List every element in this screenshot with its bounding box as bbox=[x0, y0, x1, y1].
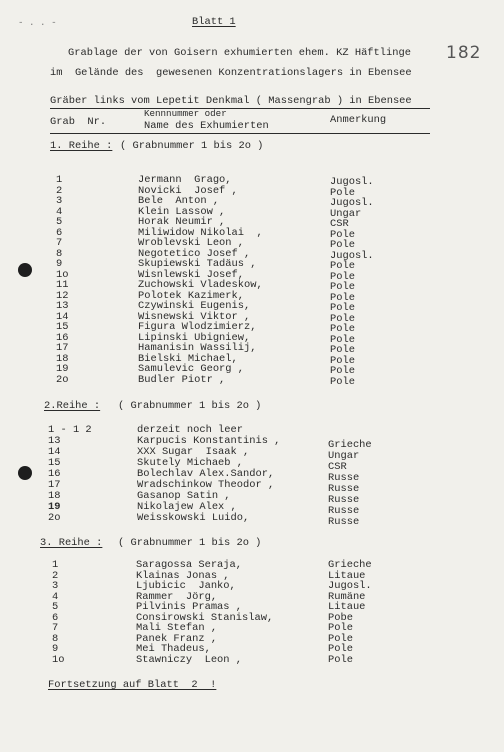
grave-number: 1 - 1 2 bbox=[48, 424, 92, 436]
grave-number: 4 bbox=[52, 590, 59, 603]
column-grave: Grab Nr. bbox=[50, 116, 107, 128]
person-name: Figura Wlodzimierz, bbox=[138, 321, 257, 333]
person-name: Karpucis Konstantinis , bbox=[137, 435, 281, 447]
grave-number: 13 bbox=[48, 435, 61, 447]
person-name: Wroblevski Leon , bbox=[138, 237, 245, 249]
grave-number: 6 bbox=[56, 226, 63, 239]
person-name: Ljubicic Janko, bbox=[136, 580, 236, 592]
remark: Jugosl. bbox=[330, 176, 374, 188]
person-name: Wradschinkow Theodor , bbox=[137, 479, 275, 491]
grave-number: 18 bbox=[56, 352, 69, 365]
person-name: Gasanop Satin , bbox=[137, 490, 231, 502]
grave-number: 2 bbox=[56, 184, 63, 197]
person-name: Hamanisin Wassilij, bbox=[138, 342, 257, 354]
remark: Pole bbox=[330, 312, 355, 325]
grave-number: 19 bbox=[56, 363, 69, 375]
remark: Pole bbox=[328, 622, 353, 634]
remark: Pole bbox=[328, 653, 353, 666]
person-name: Nikolajew Alex , bbox=[137, 501, 237, 513]
person-name: Klainas Jonas , bbox=[136, 569, 230, 582]
grave-number: 11 bbox=[56, 279, 69, 291]
section-1-heading: 1. Reihe : bbox=[50, 140, 113, 152]
section-2-subheading: ( Grabnummer 1 bis 2o ) bbox=[118, 400, 262, 412]
column-name-line-1: Kennnummer oder bbox=[144, 108, 227, 119]
section-3-heading: 3. Reihe : bbox=[40, 537, 103, 549]
grave-number: 18 bbox=[48, 490, 61, 502]
remark: Jugosl. bbox=[328, 580, 372, 592]
remark: Grieche bbox=[328, 439, 372, 451]
section-2-heading: 2.Reihe : bbox=[44, 400, 101, 412]
section-3-subheading: ( Grabnummer 1 bis 2o ) bbox=[118, 537, 262, 549]
remark: Pole bbox=[330, 354, 355, 367]
grave-number: 3 bbox=[56, 195, 63, 207]
remark: Jugosl. bbox=[330, 249, 374, 262]
sheet-label: Blatt 1 bbox=[192, 16, 236, 28]
grave-number: 4 bbox=[56, 205, 63, 218]
person-name: derzeit noch leer bbox=[137, 424, 244, 436]
remark: Ungar bbox=[328, 450, 360, 462]
continuation-note: Fortsetzung auf Blatt 2 ! bbox=[48, 679, 217, 691]
person-name: Skutely Michaeb , bbox=[137, 457, 244, 469]
title-line-1: Grablage der von Goisern exhumierten ehem. KZ Häftlinge bbox=[68, 47, 411, 59]
person-name: Mei Thadeus, bbox=[136, 643, 211, 655]
person-name: Zuchowski Vladeskow, bbox=[138, 279, 263, 291]
remark: CSR bbox=[328, 461, 347, 473]
remark: Russe bbox=[328, 505, 360, 517]
person-name: Stawniczy Leon , bbox=[136, 653, 243, 666]
person-name: XXX Sugar Isaak , bbox=[137, 446, 250, 458]
person-name: Rammer Jörg, bbox=[136, 590, 218, 603]
person-name: Pilvinis Pramas , bbox=[136, 601, 243, 613]
handwritten-page-number: 182 bbox=[446, 43, 482, 63]
grave-number: 5 bbox=[56, 216, 63, 228]
grave-number: 16 bbox=[56, 331, 69, 344]
remark: Russe bbox=[328, 483, 360, 495]
remark: Pole bbox=[330, 270, 355, 283]
person-name: Bele Anton , bbox=[138, 195, 220, 207]
remark: Jugosl. bbox=[330, 197, 374, 209]
corner-mark: - . . - bbox=[18, 17, 57, 28]
grave-number: 7 bbox=[56, 237, 63, 249]
remark: Pole bbox=[330, 186, 355, 199]
person-name: Novicki Josef , bbox=[138, 184, 238, 197]
remark: Pole bbox=[330, 323, 355, 335]
person-name: Jermann Grago, bbox=[138, 174, 232, 186]
grave-number: 14 bbox=[56, 310, 69, 323]
person-name: Lipinski Ubigniew, bbox=[138, 331, 251, 344]
column-remark: Anmerkung bbox=[330, 114, 387, 126]
remark: Pole bbox=[330, 375, 355, 388]
remark: Pole bbox=[330, 302, 355, 314]
remark: Pole bbox=[330, 365, 355, 377]
section-1-subheading: ( Grabnummer 1 bis 2o ) bbox=[120, 140, 264, 152]
remark: Pobe bbox=[328, 611, 353, 624]
grave-number: 5 bbox=[52, 601, 59, 613]
remark: Pole bbox=[330, 239, 355, 251]
remark: Russe bbox=[328, 494, 360, 506]
grave-number: 2 bbox=[52, 569, 59, 582]
header-top-rule bbox=[50, 108, 430, 109]
remark: CSR bbox=[330, 218, 349, 230]
grave-number: 8 bbox=[56, 247, 63, 260]
remark: Pole bbox=[328, 632, 353, 645]
grave-number: 17 bbox=[56, 342, 69, 354]
remark: Grieche bbox=[328, 559, 372, 571]
grave-number: 3 bbox=[52, 580, 59, 592]
person-name: Bolechlav Alex.Sandor, bbox=[137, 468, 275, 480]
person-name: Bielski Michael, bbox=[138, 352, 238, 365]
grave-number: 9 bbox=[52, 643, 59, 655]
grave-number: 17 bbox=[48, 479, 61, 491]
person-name: Mali Stefan , bbox=[136, 622, 218, 634]
grave-number: 12 bbox=[56, 289, 69, 302]
remark: Ungar bbox=[330, 207, 362, 220]
grave-number: 13 bbox=[56, 300, 69, 312]
grave-number: 7 bbox=[52, 622, 59, 634]
remark: Russe bbox=[328, 516, 360, 528]
person-name: Panek Franz , bbox=[136, 632, 218, 645]
grave-number: 15 bbox=[56, 321, 69, 333]
remark: Litaue bbox=[328, 569, 366, 582]
grave-number: 1 bbox=[52, 559, 59, 571]
grave-number: 15 bbox=[48, 457, 61, 469]
person-name: Weisskowski Luido, bbox=[137, 512, 250, 524]
person-name: Miliwidow Nikolai , bbox=[138, 226, 263, 239]
grave-number: 8 bbox=[52, 632, 59, 645]
person-name: Samulevic Georg , bbox=[138, 363, 245, 375]
person-name: Klein Lassow , bbox=[138, 205, 226, 218]
remark: Rumäne bbox=[328, 590, 366, 603]
person-name: Wisnewski Viktor , bbox=[138, 310, 251, 323]
remark: Pole bbox=[330, 333, 355, 346]
remark: Pole bbox=[328, 643, 353, 655]
grave-number: 19 bbox=[48, 501, 61, 513]
column-name-line-2: Name des Exhumierten bbox=[144, 120, 269, 132]
punch-hole-bottom bbox=[18, 466, 32, 480]
remark: Litaue bbox=[328, 601, 366, 613]
person-name: Czywinski Eugenis, bbox=[138, 300, 251, 312]
grave-number: 6 bbox=[52, 611, 59, 624]
grave-number: 9 bbox=[56, 258, 63, 270]
punch-hole-top bbox=[18, 263, 32, 277]
grave-number: 1o bbox=[52, 653, 65, 666]
person-name: Horak Neumir , bbox=[138, 216, 226, 228]
header-bottom-rule bbox=[50, 133, 430, 134]
person-name: Saragossa Seraja, bbox=[136, 559, 243, 571]
person-name: Skupiewski Tadäus , bbox=[138, 258, 257, 270]
person-name: Budler Piotr , bbox=[138, 373, 226, 386]
remark: Pole bbox=[330, 281, 355, 293]
grave-number: 16 bbox=[48, 468, 61, 480]
grave-number: 1 bbox=[56, 174, 63, 186]
grave-number: 1o bbox=[56, 268, 69, 281]
grave-number: 14 bbox=[48, 446, 61, 458]
person-name: Wisnlewski Josef, bbox=[138, 268, 245, 281]
remark: Pole bbox=[330, 291, 355, 304]
remark: Pole bbox=[330, 344, 355, 356]
person-name: Polotek Kazimerk, bbox=[138, 289, 245, 302]
subtitle: Gräber links vom Lepetit Denkmal ( Massengrab ) in Ebensee bbox=[50, 95, 412, 107]
remark: Pole bbox=[330, 228, 355, 241]
person-name: Negotetico Josef , bbox=[138, 247, 251, 260]
remark: Pole bbox=[330, 260, 355, 272]
person-name: Consirowski Stanislaw, bbox=[136, 611, 274, 624]
title-line-2: im Gelände des gewesenen Konzentrationslagers in Ebensee bbox=[50, 67, 412, 79]
grave-number: 2o bbox=[48, 512, 61, 524]
remark: Russe bbox=[328, 472, 360, 484]
grave-number: 2o bbox=[56, 373, 69, 386]
